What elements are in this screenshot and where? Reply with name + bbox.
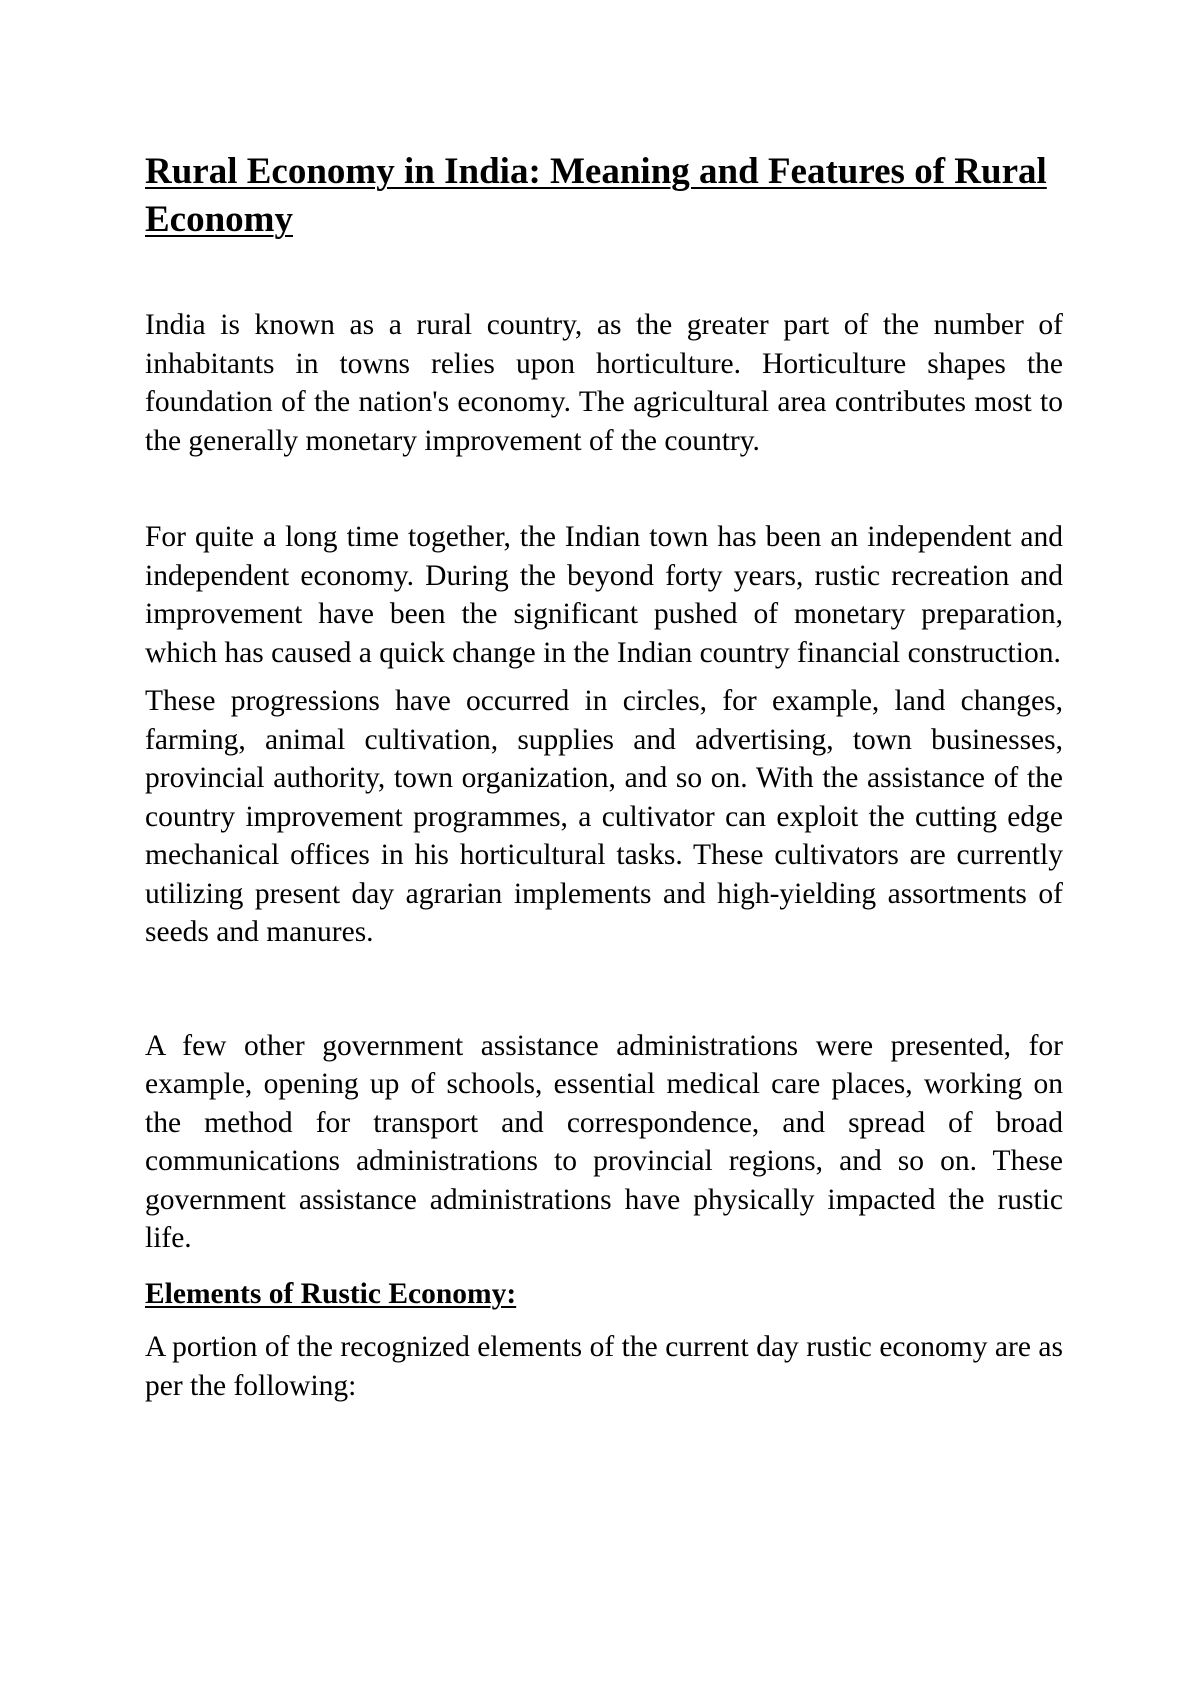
paragraph-progressions: These progressions have occurred in circles, for example, land changes, farming, animal cultivation, supplies and advertising, town businesses, provincial authority, town organization, and so on. With the assistance of the country improvement programmes, a cultivator can exploit the cutting edge mechanical offices in his horticultural tasks. These cultivators are currently utilizing present day agrarian implements and high-yielding assortments of seeds and manures.: [145, 685, 1063, 948]
section-heading: Elements of Rustic Economy:: [145, 1277, 517, 1310]
paragraph-government-assistance: A few other government assistance administrations were presented, for example, opening up of schools, essential medical care places, working on the method for transport and correspondence, and spread of broad communications administrations to provincial regions, and so on. These government assistance administrations have physically impacted the rustic life.: [145, 1029, 1063, 1254]
paragraph-elements-intro: A portion of the recognized elements of the current day rustic economy are as per the following:: [145, 1331, 1063, 1402]
document-body: [145, 148, 1063, 1405]
document-title: Rural Economy in India: Meaning and Features of Rural Economy: [145, 151, 1047, 240]
paragraph-town-economy: For quite a long time together, the Indian town has been an independent and independent economy. During the beyond forty years, rustic recreation and improvement have been the significant pushed of monetary preparation, which has caused a quick change in the Indian country financial construction.: [145, 521, 1063, 669]
paragraph-intro: India is known as a rural country, as the greater part of the number of inhabitants in towns relies upon horticulture. Horticulture shapes the foundation of the nation's economy. The agricultural area contributes most to the generally monetary improvement of the country.: [145, 309, 1063, 457]
